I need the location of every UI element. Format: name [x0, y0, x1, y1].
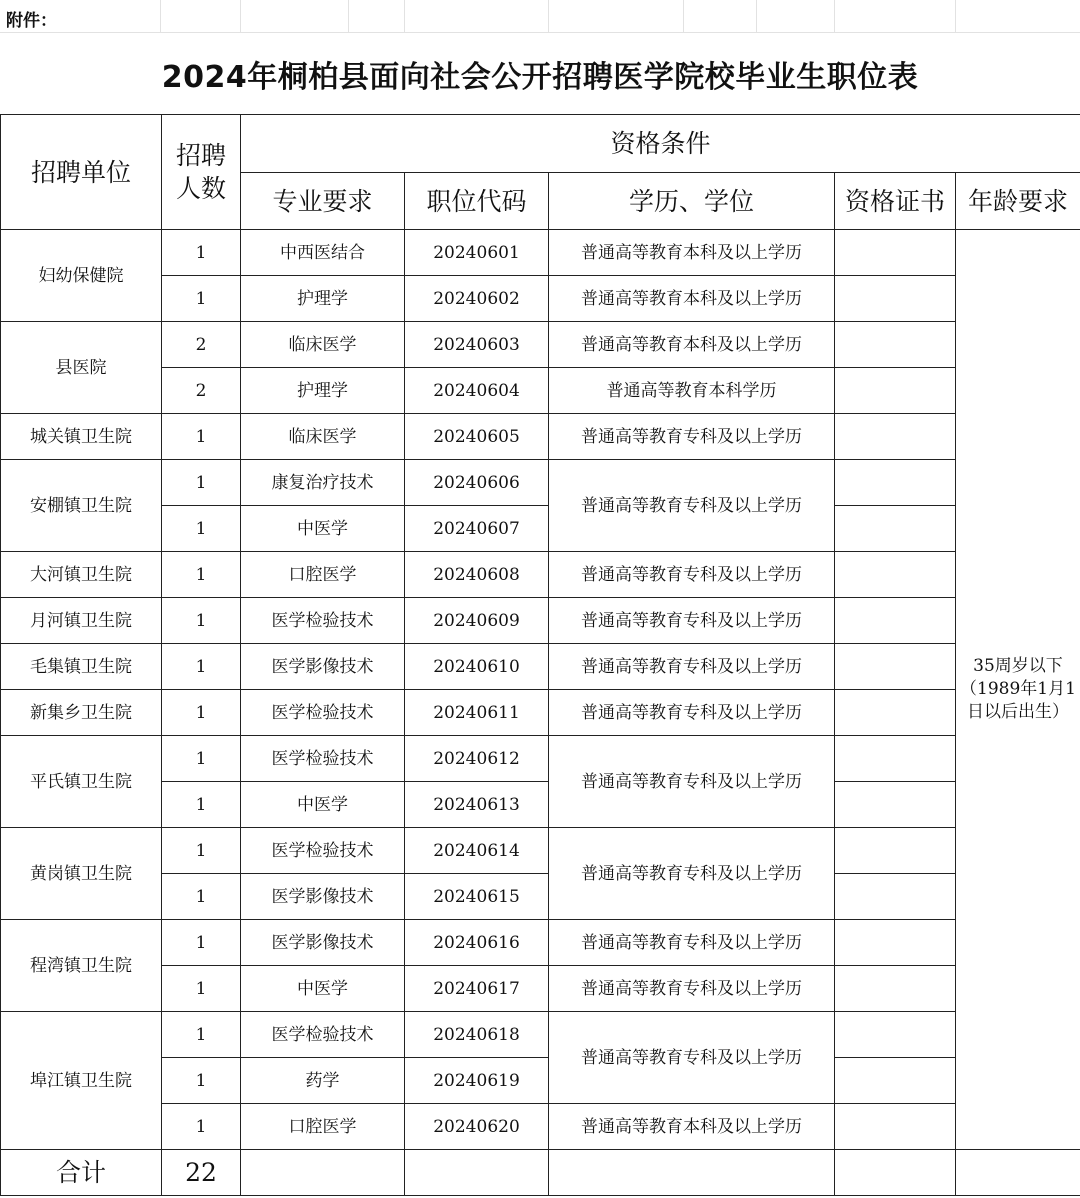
certificate-cell [835, 966, 956, 1012]
code-cell: 20240612 [405, 736, 549, 782]
count-cell: 1 [162, 552, 241, 598]
table-row [1, 552, 1080, 598]
education-cell: 普通高等教育专科及以上学历 [549, 1012, 835, 1104]
attachment-label: 附件： [6, 6, 63, 31]
code-cell: 20240601 [405, 230, 549, 276]
code-cell: 20240614 [405, 828, 549, 874]
table-row [1, 782, 1080, 828]
unit-name-cell: 月河镇卫生院 [1, 598, 162, 644]
certificate-cell [835, 460, 956, 506]
code-cell: 20240607 [405, 506, 549, 552]
empty-cell [549, 1150, 835, 1196]
header-certificate: 资格证书 [835, 173, 956, 230]
count-cell: 1 [162, 460, 241, 506]
education-cell: 普通高等教育专科及以上学历 [549, 644, 835, 690]
certificate-cell [835, 1058, 956, 1104]
count-cell: 1 [162, 920, 241, 966]
table-row [1, 276, 1080, 322]
empty-cell [405, 1150, 549, 1196]
table-row [1, 920, 1080, 966]
major-cell: 医学检验技术 [241, 598, 405, 644]
major-cell: 康复治疗技术 [241, 460, 405, 506]
code-cell: 20240620 [405, 1104, 549, 1150]
count-cell: 1 [162, 736, 241, 782]
positions-table [0, 114, 1080, 1196]
empty-cell [241, 1150, 405, 1196]
count-cell: 1 [162, 230, 241, 276]
major-cell: 口腔医学 [241, 552, 405, 598]
table-row [1, 1012, 1080, 1058]
major-cell: 药学 [241, 1058, 405, 1104]
header-count-line1: 招聘 [175, 141, 226, 170]
unit-name-cell: 安棚镇卫生院 [1, 460, 162, 552]
certificate-cell [835, 920, 956, 966]
major-cell: 医学影像技术 [241, 920, 405, 966]
education-cell: 普通高等教育专科及以上学历 [549, 920, 835, 966]
major-cell: 医学影像技术 [241, 874, 405, 920]
major-cell: 护理学 [241, 368, 405, 414]
unit-name-cell: 平氏镇卫生院 [1, 736, 162, 828]
table-row [1, 828, 1080, 874]
count-cell: 1 [162, 874, 241, 920]
count-cell: 1 [162, 782, 241, 828]
major-cell: 护理学 [241, 276, 405, 322]
certificate-cell [835, 276, 956, 322]
table-row [1, 230, 1080, 276]
count-cell: 1 [162, 1104, 241, 1150]
header-count [162, 115, 241, 230]
table-row [1, 736, 1080, 782]
age-line3: 日以后出生） [967, 702, 1069, 722]
table-row [1, 414, 1080, 460]
education-cell: 普通高等教育本科及以上学历 [549, 322, 835, 368]
code-cell: 20240606 [405, 460, 549, 506]
table-row [1, 506, 1080, 552]
table-row [1, 644, 1080, 690]
major-cell: 中医学 [241, 966, 405, 1012]
unit-name-cell: 埠江镇卫生院 [1, 1012, 162, 1150]
major-cell: 医学影像技术 [241, 644, 405, 690]
page-title: 2024年桐柏县面向社会公开招聘医学院校毕业生职位表 [161, 60, 919, 95]
certificate-cell [835, 368, 956, 414]
unit-name-cell: 程湾镇卫生院 [1, 920, 162, 1012]
education-cell: 普通高等教育专科及以上学历 [549, 460, 835, 552]
unit-name-cell: 妇幼保健院 [1, 230, 162, 322]
certificate-cell [835, 322, 956, 368]
code-cell: 20240611 [405, 690, 549, 736]
major-cell: 中医学 [241, 506, 405, 552]
age-line1: 35周岁以下 [973, 656, 1063, 676]
major-cell: 中西医结合 [241, 230, 405, 276]
education-cell: 普通高等教育专科及以上学历 [549, 690, 835, 736]
certificate-cell [835, 414, 956, 460]
code-cell: 20240613 [405, 782, 549, 828]
unit-name-cell: 黄岗镇卫生院 [1, 828, 162, 920]
code-cell: 20240616 [405, 920, 549, 966]
code-cell: 20240608 [405, 552, 549, 598]
code-cell: 20240617 [405, 966, 549, 1012]
education-cell: 普通高等教育本科及以上学历 [549, 276, 835, 322]
certificate-cell [835, 552, 956, 598]
education-cell: 普通高等教育专科及以上学历 [549, 736, 835, 828]
education-cell: 普通高等教育专科及以上学历 [549, 598, 835, 644]
code-cell: 20240619 [405, 1058, 549, 1104]
header-major: 专业要求 [241, 173, 405, 230]
major-cell: 中医学 [241, 782, 405, 828]
education-cell: 普通高等教育本科及以上学历 [549, 1104, 835, 1150]
certificate-cell [835, 506, 956, 552]
header-code: 职位代码 [405, 173, 549, 230]
major-cell: 医学检验技术 [241, 828, 405, 874]
certificate-cell [835, 736, 956, 782]
total-row [1, 1150, 1080, 1196]
certificate-cell [835, 230, 956, 276]
certificate-cell [835, 598, 956, 644]
code-cell: 20240618 [405, 1012, 549, 1058]
total-label: 合计 [1, 1150, 162, 1196]
sheet-grid-strip [0, 0, 1080, 33]
table-row [1, 1058, 1080, 1104]
major-cell: 临床医学 [241, 414, 405, 460]
code-cell: 20240604 [405, 368, 549, 414]
certificate-cell [835, 1104, 956, 1150]
certificate-cell [835, 874, 956, 920]
unit-name-cell: 大河镇卫生院 [1, 552, 162, 598]
count-cell: 2 [162, 322, 241, 368]
major-cell: 临床医学 [241, 322, 405, 368]
table-row [1, 368, 1080, 414]
age-line2: （1989年1月1 [960, 679, 1076, 699]
age-requirement-cell [956, 230, 1080, 1150]
count-cell: 2 [162, 368, 241, 414]
count-cell: 1 [162, 644, 241, 690]
table-row [1, 1104, 1080, 1150]
major-cell: 医学检验技术 [241, 690, 405, 736]
header-qualifications: 资格条件 [241, 115, 1080, 173]
code-cell: 20240605 [405, 414, 549, 460]
education-cell: 普通高等教育专科及以上学历 [549, 966, 835, 1012]
education-cell: 普通高等教育本科及以上学历 [549, 230, 835, 276]
count-cell: 1 [162, 598, 241, 644]
education-cell: 普通高等教育专科及以上学历 [549, 552, 835, 598]
certificate-cell [835, 690, 956, 736]
certificate-cell [835, 782, 956, 828]
unit-name-cell: 新集乡卫生院 [1, 690, 162, 736]
unit-name-cell: 毛集镇卫生院 [1, 644, 162, 690]
count-cell: 1 [162, 828, 241, 874]
code-cell: 20240603 [405, 322, 549, 368]
major-cell: 医学检验技术 [241, 1012, 405, 1058]
count-cell: 1 [162, 966, 241, 1012]
table-row [1, 322, 1080, 368]
table-row [1, 598, 1080, 644]
code-cell: 20240602 [405, 276, 549, 322]
total-count: 22 [162, 1150, 241, 1196]
header-count-line2: 人数 [175, 174, 226, 203]
education-cell: 普通高等教育专科及以上学历 [549, 414, 835, 460]
header-education: 学历、学位 [549, 173, 835, 230]
education-cell: 普通高等教育专科及以上学历 [549, 828, 835, 920]
table-row [1, 460, 1080, 506]
count-cell: 1 [162, 1058, 241, 1104]
major-cell: 医学检验技术 [241, 736, 405, 782]
header-unit: 招聘单位 [1, 115, 162, 230]
count-cell: 1 [162, 414, 241, 460]
unit-name-cell: 城关镇卫生院 [1, 414, 162, 460]
header-age: 年龄要求 [956, 173, 1080, 230]
count-cell: 1 [162, 690, 241, 736]
empty-cell [835, 1150, 956, 1196]
count-cell: 1 [162, 1012, 241, 1058]
unit-name-cell: 县医院 [1, 322, 162, 414]
code-cell: 20240609 [405, 598, 549, 644]
major-cell: 口腔医学 [241, 1104, 405, 1150]
table-row [1, 966, 1080, 1012]
certificate-cell [835, 828, 956, 874]
certificate-cell [835, 1012, 956, 1058]
count-cell: 1 [162, 506, 241, 552]
table-row [1, 874, 1080, 920]
code-cell: 20240615 [405, 874, 549, 920]
table-row [1, 690, 1080, 736]
certificate-cell [835, 644, 956, 690]
count-cell: 1 [162, 276, 241, 322]
education-cell: 普通高等教育本科学历 [549, 368, 835, 414]
code-cell: 20240610 [405, 644, 549, 690]
empty-cell [956, 1150, 1080, 1196]
